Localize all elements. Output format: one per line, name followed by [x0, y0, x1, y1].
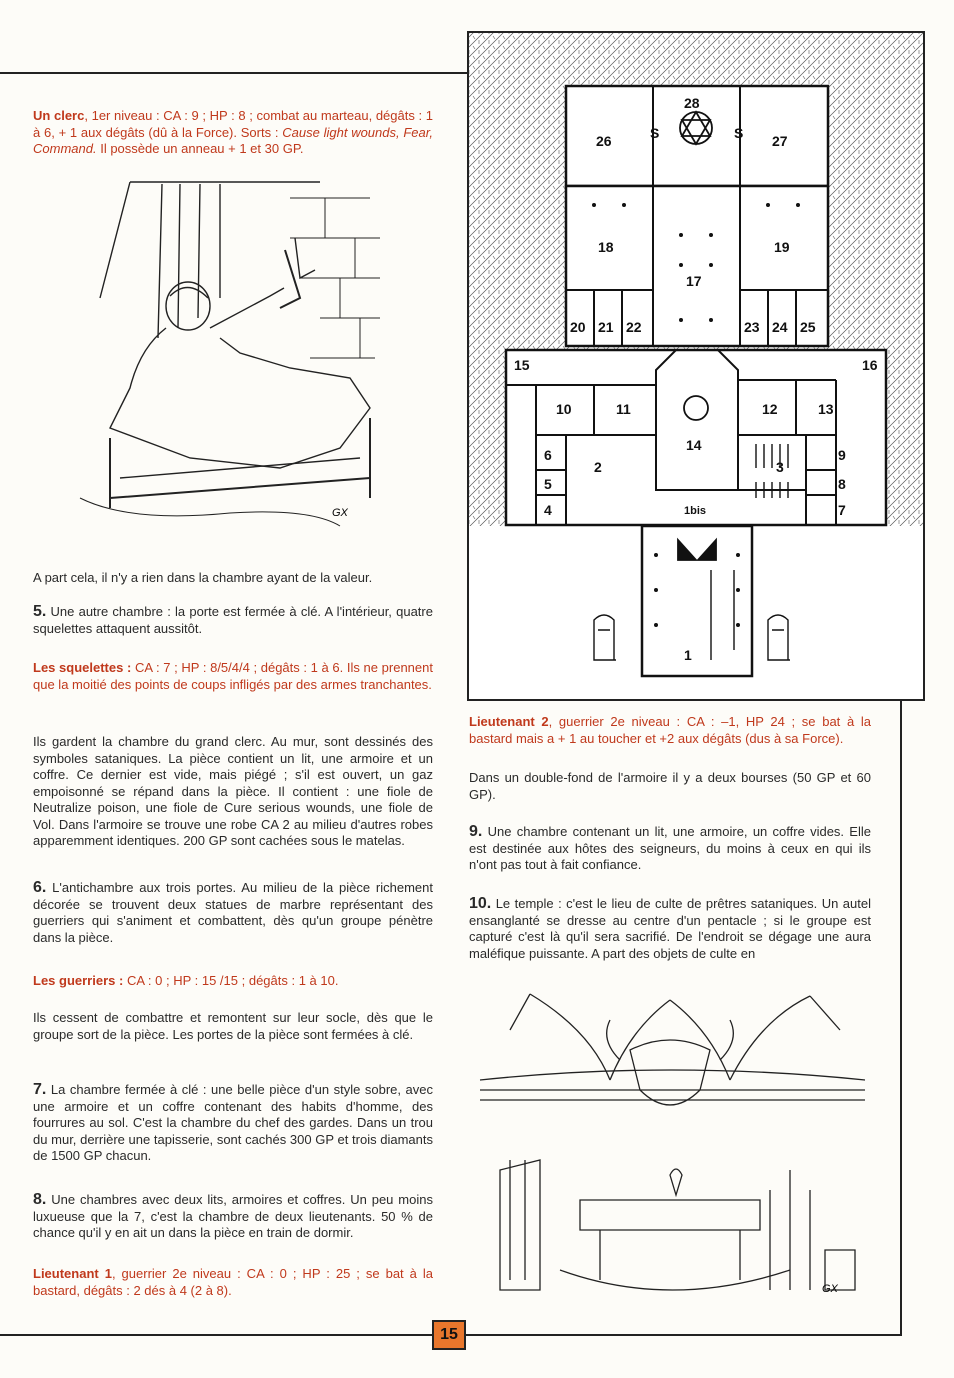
paragraph-cessent: Ils cessent de combattre et remontent sur leur socle, dès que le groupe sort de la pièce. Les portes de la pièce sont fermées à clé. [33, 1010, 433, 1042]
paragraph-7: 7. La chambre fermée à clé : une belle pièce d'un style sobre, avec une armoire et un coffre contenant des habits d'homme, des fourrures au sol. C'est la chambre du chef des gardes. Dans un trou du mur, derrière une tapisserie, sont cachés 300 GP et trois diamants de 1500 GP chacun. [33, 1081, 433, 1163]
map-label-3: 3 [776, 459, 784, 475]
cleric-bed-illustration [70, 178, 390, 528]
paragraph-rien: A part cela, il n'y a rien dans la chambre ayant de la valeur. [33, 570, 373, 585]
map-label-14: 14 [686, 437, 702, 453]
map-secret-door-left: S [650, 125, 660, 141]
map-label-11: 11 [616, 401, 631, 417]
map-label-15: 15 [514, 357, 530, 373]
paragraph-6: 6. L'antichambre aux trois portes. Au milieu de la pièce richement décorée se trouvent deux statues de marbre représentant des guerriers qui s'animent et combattent, dès qu'un groupe pénètre dans la pièce. [33, 879, 433, 945]
map-label-20: 20 [570, 319, 586, 335]
page-number: 15 [432, 1320, 466, 1350]
map-label-2: 2 [594, 459, 602, 475]
map-label-12: 12 [762, 401, 778, 417]
skeletons-stats: Les squelettes : CA : 7 ; HP : 8/5/4/4 ; dégâts : 1 à 6. Ils ne prennent que la moitié des points de coups infligés par des armes tranchantes. [33, 660, 433, 692]
map-label-4: 4 [544, 502, 552, 518]
dungeon-map [466, 30, 926, 702]
map-label-8: 8 [838, 476, 846, 492]
bottom-rule-right [466, 1334, 900, 1336]
temple-illustration [470, 990, 870, 1306]
map-label-28: 28 [684, 95, 700, 111]
map-label-7: 7 [838, 502, 846, 518]
map-label-5: 5 [544, 476, 552, 492]
right-column-rule [900, 700, 902, 1336]
map-label-6: 6 [544, 447, 552, 463]
map-label-22: 22 [626, 319, 642, 335]
map-label-1bis: 1bis [684, 505, 707, 517]
paragraph-9: 9. Une chambre contenant un lit, une armoire, un coffre vides. Elle est destinée aux hôtes des seigneurs, du moins à ceux en qui ils n'ont pas tout à fait confiance. [469, 823, 871, 872]
map-label-25: 25 [800, 319, 816, 335]
map-label-10: 10 [556, 401, 572, 417]
map-label-19: 19 [774, 239, 790, 255]
map-label-9: 9 [838, 447, 846, 463]
cleric-paragraph: Un clerc, 1er niveau : CA : 9 ; HP : 8 ; combat au marteau, dégâts : 1 à 6, + 1 aux dégâts (dû à la Force). Sorts : Cause light wounds, Fear, Command. Il possède un anneau + 1 et 30 GP. [33, 108, 433, 156]
paragraph-8: 8. Une chambres avec deux lits, armoires et coffres. Un peu moins luxueuse que la 7, c'est la chambre de deux lieutenants. 50 % de chance qu'il y en ait un dans la pièce en train de dormir. [33, 1191, 433, 1240]
lieutenant-2-stats: Lieutenant 2, guerrier 2e niveau : CA : –1, HP 24 ; se bat à la bastard mais a + 1 au toucher et +2 aux dégâts (dus à sa Force). [469, 714, 871, 746]
map-label-21: 21 [598, 319, 614, 335]
map-label-26: 26 [596, 133, 612, 149]
map-label-23: 23 [744, 319, 760, 335]
map-secret-door-right: S [734, 125, 744, 141]
map-label-16: 16 [862, 357, 878, 373]
bottom-rule-left [0, 1334, 432, 1336]
illustrator-signature-2: GX [822, 1283, 838, 1295]
paragraph-garde: Ils gardent la chambre du grand clerc. Au mur, sont dessinés des symboles sataniques. La pièce contient un lit, une armoire et un coffre. Ce dernier est vide, mais piégé ; s'il est ouvert, un gaz empoisonné se répand dans la pièce. Il contient : une fiole de Neutralize poison, une fiole de Cure serious wounds, une fiole de Vol. Dans l'armoire se trouve une robe CA 2 au milieu d'autres robes apparemment identiques. 200 GP sont cachées sous le matelas. [33, 734, 433, 848]
map-label-1: 1 [684, 647, 692, 663]
illustrator-signature: GX [332, 507, 348, 519]
map-label-18: 18 [598, 239, 614, 255]
paragraph-bourses: Dans un double-fond de l'armoire il y a deux bourses (50 GP et 60 GP). [469, 770, 871, 802]
lieutenant-1-stats: Lieutenant 1, guerrier 2e niveau : CA : 0 ; HP : 25 ; se bat à la bastard, dégâts : 2 dés à 4 (2 à 8). [33, 1266, 433, 1298]
map-label-13: 13 [818, 401, 834, 417]
paragraph-5: 5. Une autre chambre : la porte est fermée à clé. A l'intérieur, quatre squelettes attaquent aussitôt. [33, 603, 433, 636]
top-rule [0, 72, 468, 74]
paragraph-10: 10. Le temple : c'est le lieu de culte de prêtres sataniques. Un autel ensanglanté se dresse au centre d'un pentacle ; si le groupe est capturé c'est là qu'il sera sacrifié. De l'endroit se dégage une aura maléfique puissante. A part des objets de culte en [469, 895, 871, 961]
map-label-17: 17 [686, 273, 702, 289]
map-label-27: 27 [772, 133, 788, 149]
map-label-24: 24 [772, 319, 788, 335]
warriors-stats: Les guerriers : CA : 0 ; HP : 15 /15 ; dégâts : 1 à 10. [33, 973, 339, 988]
